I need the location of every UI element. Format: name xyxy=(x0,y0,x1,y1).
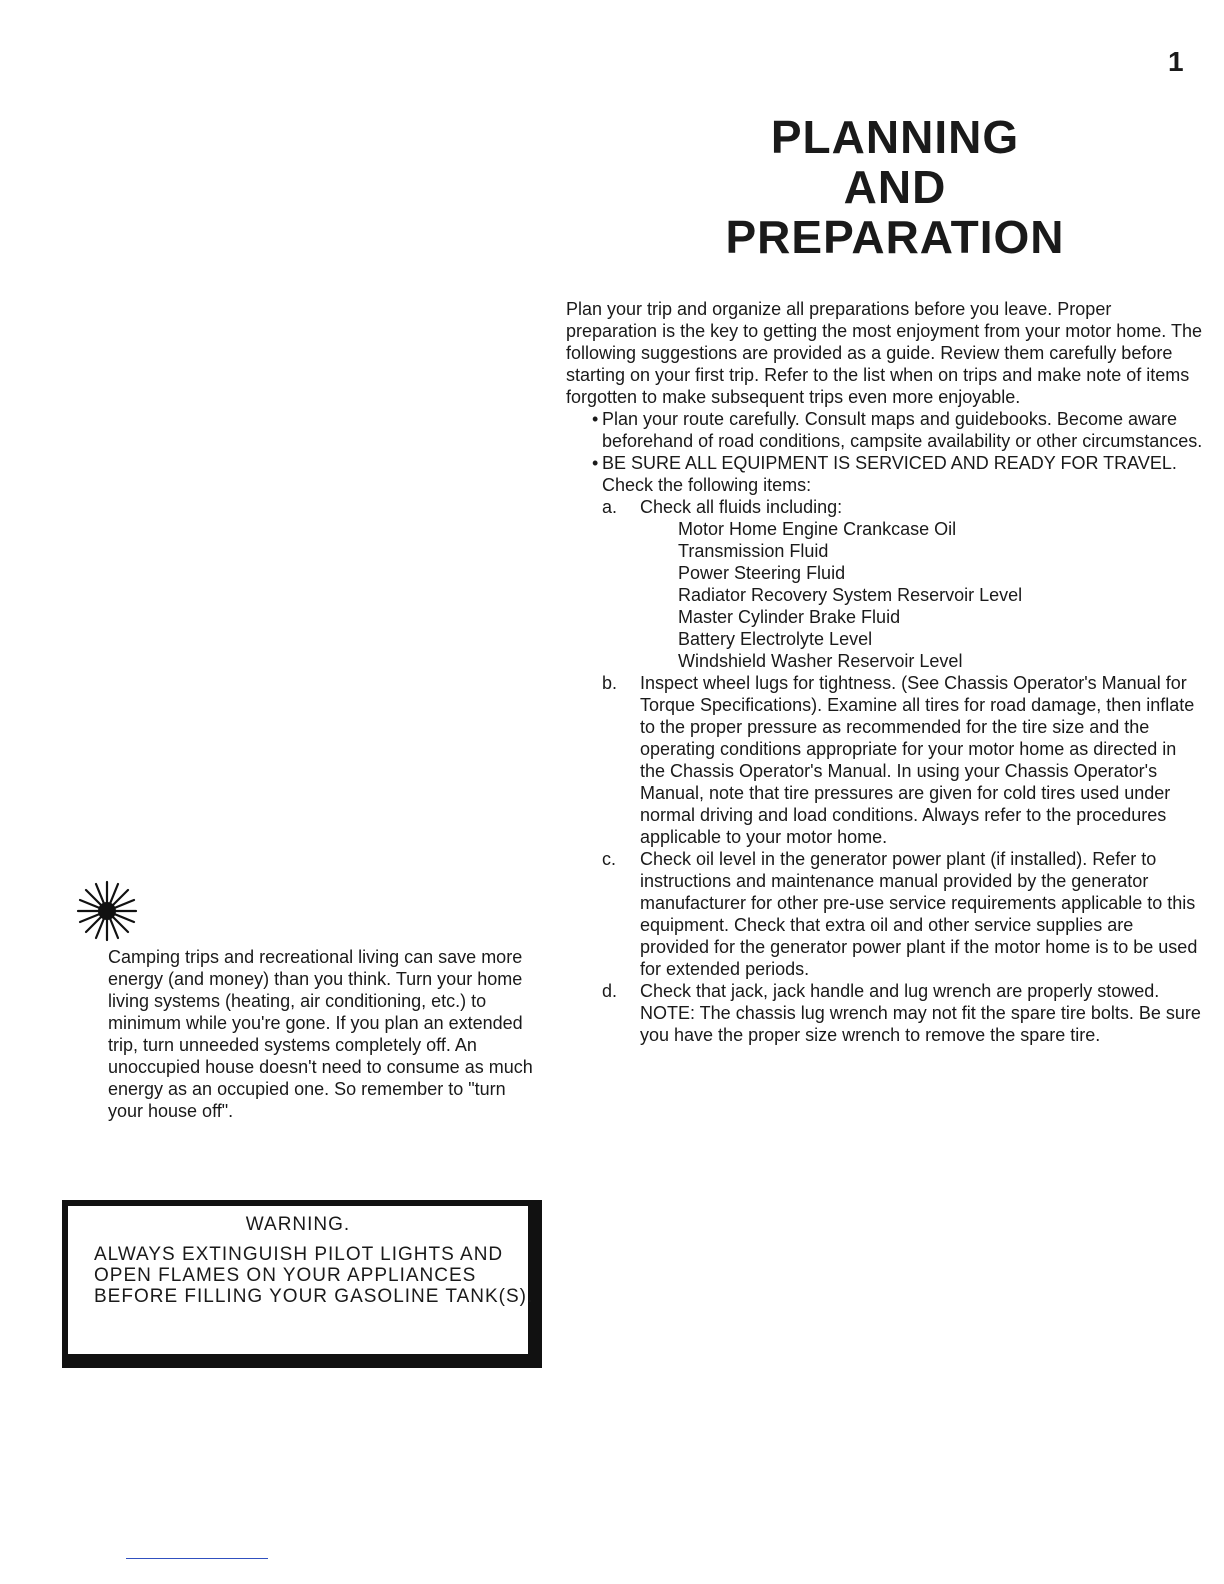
checklist-text: Check all fluids including: xyxy=(640,497,843,517)
warning-title: WARNING. xyxy=(245,1214,351,1235)
checklist-letter: c. xyxy=(602,849,617,869)
title-line-1: PLANNING xyxy=(770,111,1020,163)
equipment-checklist xyxy=(602,496,1206,1046)
main-column xyxy=(566,298,1206,1046)
checklist-letter: d. xyxy=(602,981,618,1001)
energy-tip: Camping trips and recreational living can save more energy (and money) than you think. Turn your home living systems (heating, air conditioning, etc.) to minimum while you're gone. If you plan an extended trip, turn unneeded systems completely off. An unoccupied house doesn't need to consume as much energy as an occupied one. So remember to "turn your house off". xyxy=(108,947,533,1121)
fluid-item: Battery Electrolyte Level xyxy=(678,629,873,649)
checklist-item-c xyxy=(602,848,1206,980)
fluid-item: Master Cylinder Brake Fluid xyxy=(678,607,901,627)
fluid-item: Transmission Fluid xyxy=(678,541,829,561)
bullet-dot-icon: • xyxy=(592,453,599,473)
spare-tire-note: NOTE: The chassis lug wrench may not fit the spare tire bolts. Be sure you have the proper size wrench to remove the spare tire. xyxy=(640,1003,1201,1045)
checklist-text: Check oil level in the generator power plant (if installed). Refer to instructions and maintenance manual provided by the generator manufacturer for other pre-use service requirements applicable to this equipment. Check that extra oil and other service supplies are provided for the generator power plant if the motor home is to be used for extended periods. xyxy=(640,849,1198,979)
checklist-item-b xyxy=(602,672,1206,848)
page-title xyxy=(700,112,1090,262)
fluid-list xyxy=(640,518,1206,672)
bullet-text: BE SURE ALL EQUIPMENT IS SERVICED AND READY FOR TRAVEL. Check the following items: xyxy=(602,453,1177,495)
fluid-item: Radiator Recovery System Reservoir Level xyxy=(678,585,1023,605)
fluid-item: Windshield Washer Reservoir Level xyxy=(678,651,963,671)
title-line-2: AND xyxy=(843,161,947,213)
fluid-item: Power Steering Fluid xyxy=(678,563,846,583)
warning-box xyxy=(62,1200,542,1368)
bullet-dot-icon: • xyxy=(592,409,599,429)
bullet-route xyxy=(592,408,1206,452)
fluid-item: Motor Home Engine Crankcase Oil xyxy=(678,519,957,539)
bullet-text: Plan your route carefully. Consult maps and guidebooks. Become aware beforehand of road conditions, campsite availability or other circumstances. xyxy=(602,409,1203,451)
title-line-3: PREPARATION xyxy=(725,211,1065,263)
checklist-text: Check that jack, jack handle and lug wrench are properly stowed. xyxy=(640,981,1160,1001)
checklist-letter: a. xyxy=(602,497,618,517)
warning-text: ALWAYS EXTINGUISH PILOT LIGHTS AND OPEN FLAMES ON YOUR APPLIANCES BEFORE FILLING YOUR GASOLINE TANK(S). xyxy=(94,1244,534,1307)
bullet-equipment xyxy=(592,452,1206,496)
sun-burst-icon xyxy=(76,880,138,942)
intro-paragraph: Plan your trip and organize all preparations before you leave. Proper preparation is the key to getting the most enjoyment from your motor home. The following suggestions are provided as a guide. Review them carefully before starting on your first trip. Refer to the list when on trips and make note of items forgotten to make subsequent trips even more enjoyable. xyxy=(566,299,1202,407)
page-number: 1 xyxy=(1168,46,1184,77)
checklist-item-d xyxy=(602,980,1206,1046)
checklist-letter: b. xyxy=(602,673,618,693)
checklist-text: Inspect wheel lugs for tightness. (See Chassis Operator's Manual for Torque Specifications). Examine all tires for road damage, then inflate to the proper pressure as recommended for the tire size and the operating conditions appropriate for your motor home as directed in the Chassis Operator's Manual. In using your Chassis Operator's Manual, note that tire pressures are given for cold tires used under normal driving and load conditions. Always refer to the procedures applicable to your motor home. xyxy=(640,673,1195,847)
footer-rule xyxy=(126,1558,268,1559)
checklist-item-a xyxy=(602,496,1206,672)
